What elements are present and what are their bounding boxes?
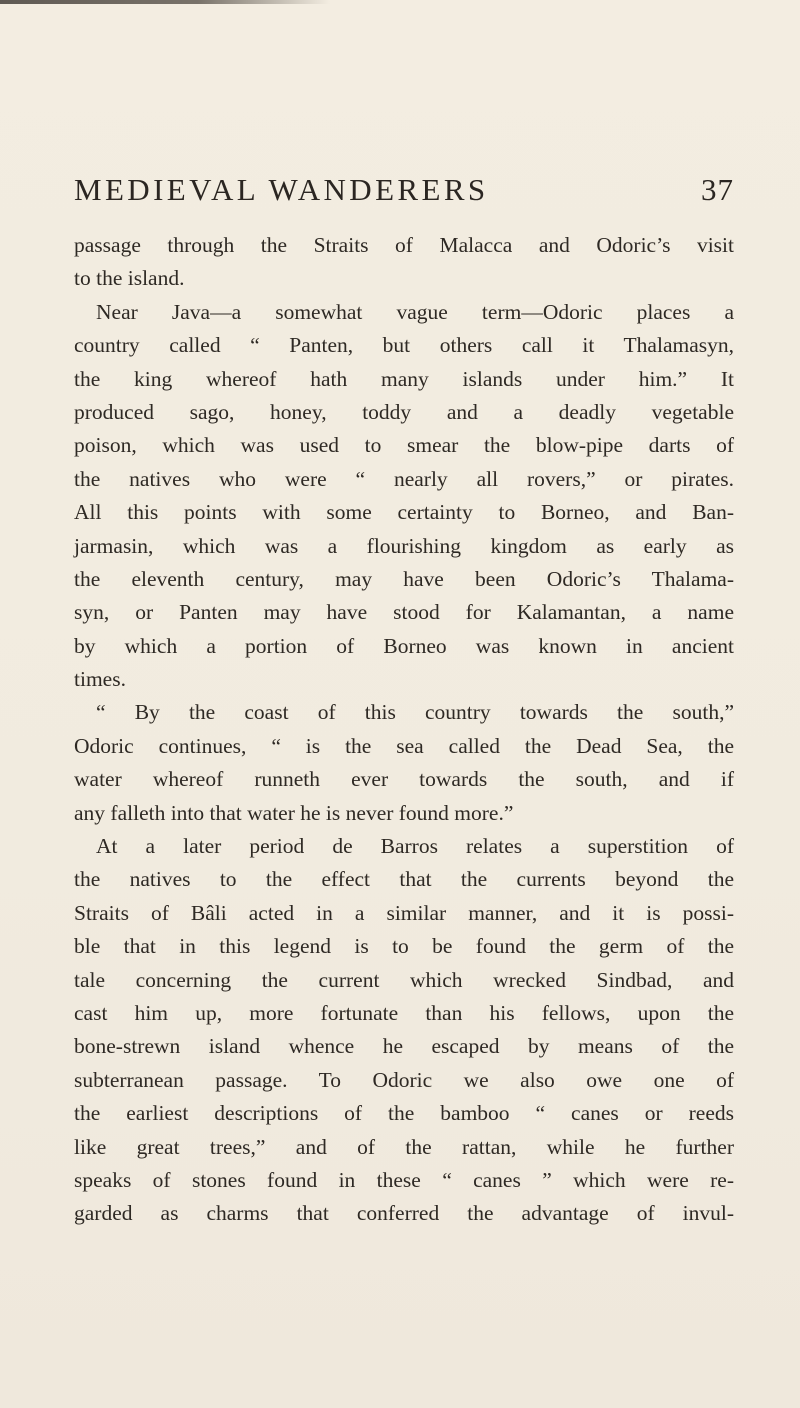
text-line: the natives to the effect that the currents beyond the [74, 867, 734, 892]
text-line: “ By the coast of this country towards the south,” [96, 700, 734, 725]
text-line: subterranean passage. To Odoric we also owe one of [74, 1067, 734, 1092]
text-line: Odoric continues, “ is the sea called the Dead Sea, the [74, 733, 734, 758]
text-line: bone-strewn island whence he escaped by means of the [74, 1034, 734, 1059]
running-title: MEDIEVAL WANDERERS [74, 172, 489, 207]
text-line: the eleventh century, may have been Odoric’s Thalama- [74, 566, 734, 591]
text-line: speaks of stones found in these “ canes ” which were re- [74, 1167, 734, 1192]
text-line: syn, or Panten may have stood for Kalamantan, a name [74, 600, 734, 625]
text-line: any falleth into that water he is never found more.” [74, 800, 514, 825]
text-line: country called “ Panten, but others call it Thalamasyn, [74, 333, 734, 358]
text-line: water whereof runneth ever towards the south, and if [74, 767, 734, 792]
text-line: by which a portion of Borneo was known in ancient [74, 633, 734, 658]
page-top-edge [0, 0, 330, 4]
text-line: to the island. [74, 266, 185, 291]
text-line: the earliest descriptions of the bamboo “ canes or reeds [74, 1101, 734, 1126]
page-number: 37 [701, 172, 734, 207]
text-line: At a later period de Barros relates a superstition of [96, 834, 734, 859]
text-line: times. [74, 667, 126, 692]
text-line: All this points with some certainty to Borneo, and Ban- [74, 500, 734, 525]
text-line: tale concerning the current which wrecked Sindbad, and [74, 967, 734, 992]
text-line: like great trees,” and of the rattan, while he further [74, 1134, 734, 1159]
text-line: passage through the Straits of Malacca and Odoric’s visit [74, 233, 734, 257]
text-line: jarmasin, which was a flourishing kingdom as early as [74, 533, 734, 558]
text-line: the king whereof hath many islands under him.” It [74, 366, 734, 391]
text-line: poison, which was used to smear the blow-pipe darts of [74, 433, 734, 458]
text-line: Straits of Bâli acted in a similar manner, and it is possi- [74, 900, 734, 925]
running-head [74, 172, 734, 208]
text-line: garded as charms that conferred the advantage of invul- [74, 1201, 734, 1226]
text-line: Near Java—a somewhat vague term—Odoric places a [96, 299, 734, 324]
text-line: ble that in this legend is to be found the germ of the [74, 934, 734, 959]
text-line: cast him up, more fortunate than his fellows, upon the [74, 1000, 734, 1025]
text-line: the natives who were “ nearly all rovers,” or pirates. [74, 466, 734, 491]
text-line: produced sago, honey, toddy and a deadly vegetable [74, 399, 734, 424]
body-text [74, 229, 734, 1231]
